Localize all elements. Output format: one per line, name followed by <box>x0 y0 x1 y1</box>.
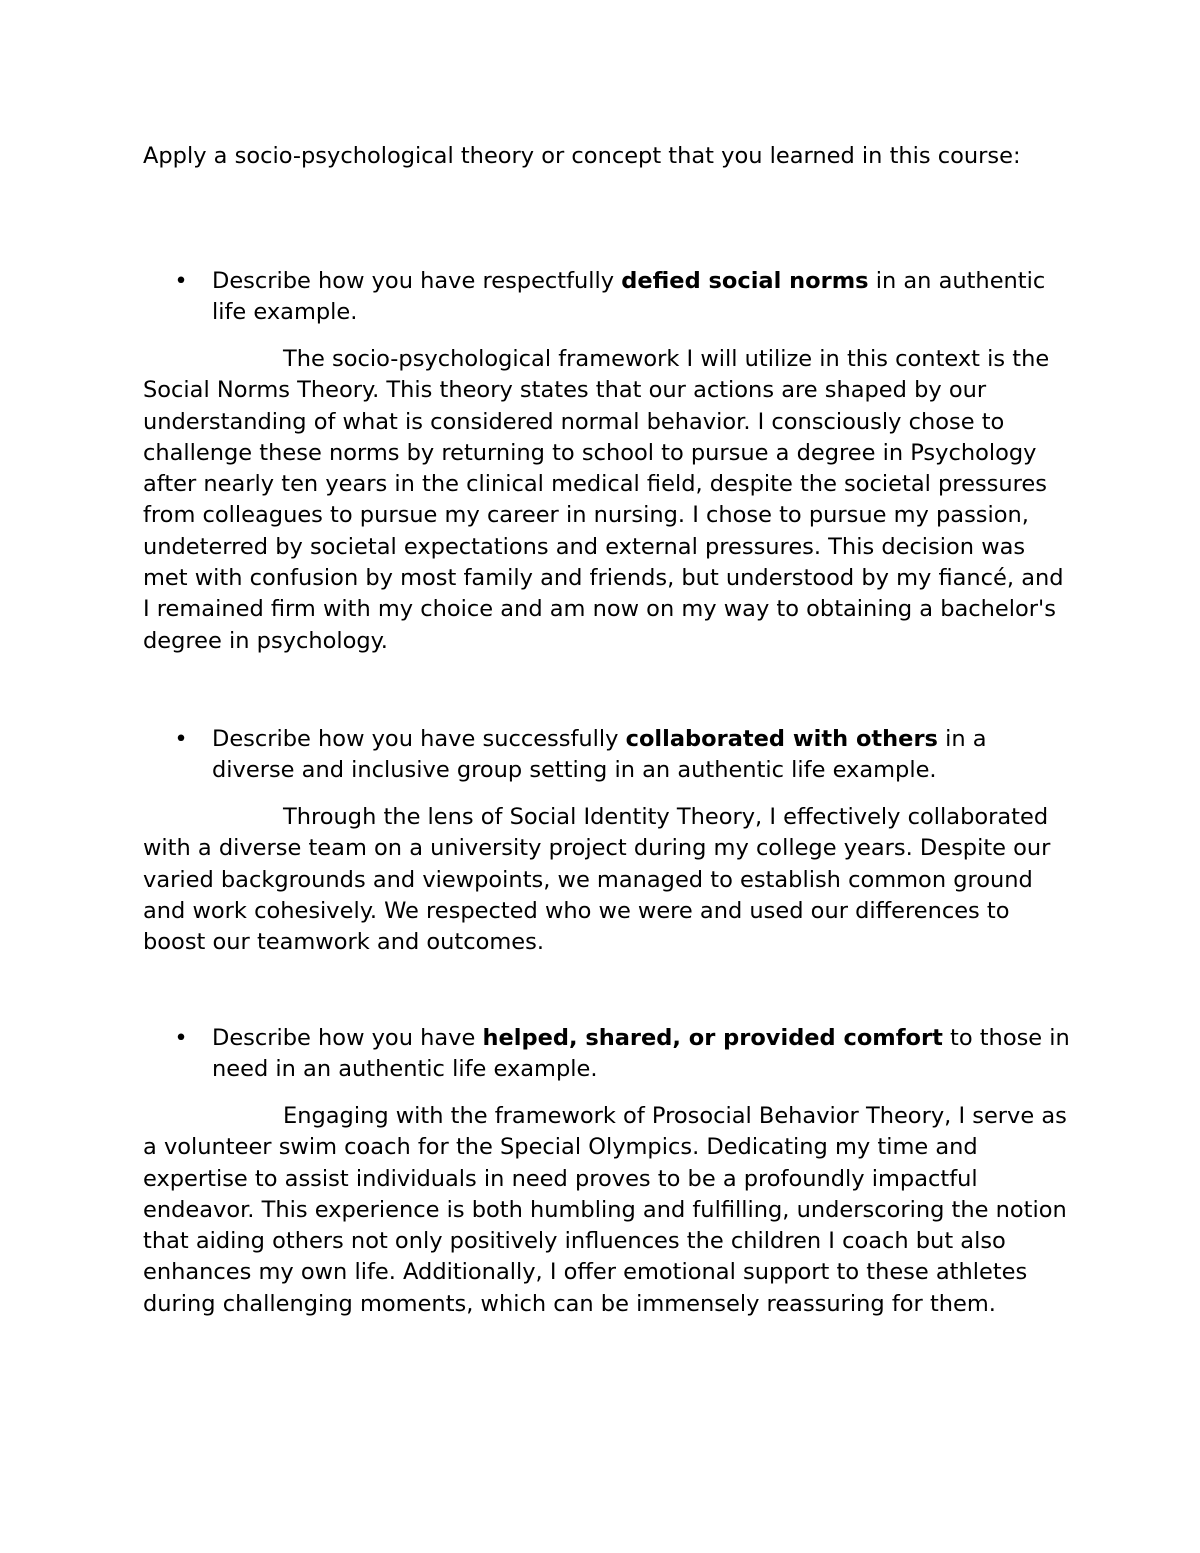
bullet-icon: • <box>174 268 188 294</box>
answer-paragraph-1: The socio-psychological framework I will utilize in this context is the Social Norms Theory. This theory states that our actions are shaped by our understanding of what is considered normal behavior. I consciously chose to challenge these norms by returning to school to pursue a degree in Psychology after nearly ten years in the clinical medical field, despite the societal pressures from colleagues to pursue my career in nursing. I chose to pursue my passion, undeterred by societal expectations and external pressures. This decision was met with confusion by most family and friends, but understood by my fiancé, and I remained firm with my choice and am now on my way to obtaining a bachelor's degree in psychology. <box>143 346 1064 654</box>
prompt-text-bold: helped, shared, or provided comfort <box>482 1025 943 1051</box>
prompt-text-after: in a diverse and inclusive group setting in an authentic life example. <box>212 726 987 784</box>
answer-paragraph-2: Through the lens of Social Identity Theory, I effectively collaborated with a diverse team on a university project during my college years. Despite our varied backgrounds and viewpoints, we managed to establish common ground and work cohesively. We respected who we were and used our differences to boost our teamwork and outcomes. <box>143 804 1051 956</box>
prompt-text-after: in an authentic life example. <box>212 268 1046 326</box>
prompt-bullet-2 <box>174 724 1072 787</box>
prompt-text-bold: defied social norms <box>621 268 869 294</box>
prompt-text-bold: collaborated with others <box>625 726 938 752</box>
prompt-text-after: to those in need in an authentic life example. <box>212 1025 1070 1083</box>
intro-heading: Apply a socio-psychological theory or concept that you learned in this course: <box>143 143 1021 169</box>
answer-paragraph-3: Engaging with the framework of Prosocial Behavior Theory, I serve as a volunteer swim coach for the Special Olympics. Dedicating my time and expertise to assist individuals in need proves to be a profoundly impactful endeavor. This experience is both humbling and fulfilling, underscoring the notion that aiding others not only positively influences the children I coach but also enhances my own life. Additionally, I offer emotional support to these athletes during challenging moments, which can be immensely reassuring for them. <box>143 1103 1067 1317</box>
prompt-text-before: Describe how you have <box>212 1025 483 1051</box>
prompt-bullet-1 <box>174 266 1072 329</box>
prompt-bullet-3 <box>174 1023 1072 1086</box>
prompt-text-before: Describe how you have successfully <box>212 726 626 752</box>
bullet-icon: • <box>174 726 188 752</box>
prompt-text-before: Describe how you have respectfully <box>212 268 622 294</box>
bullet-icon: • <box>174 1025 188 1051</box>
